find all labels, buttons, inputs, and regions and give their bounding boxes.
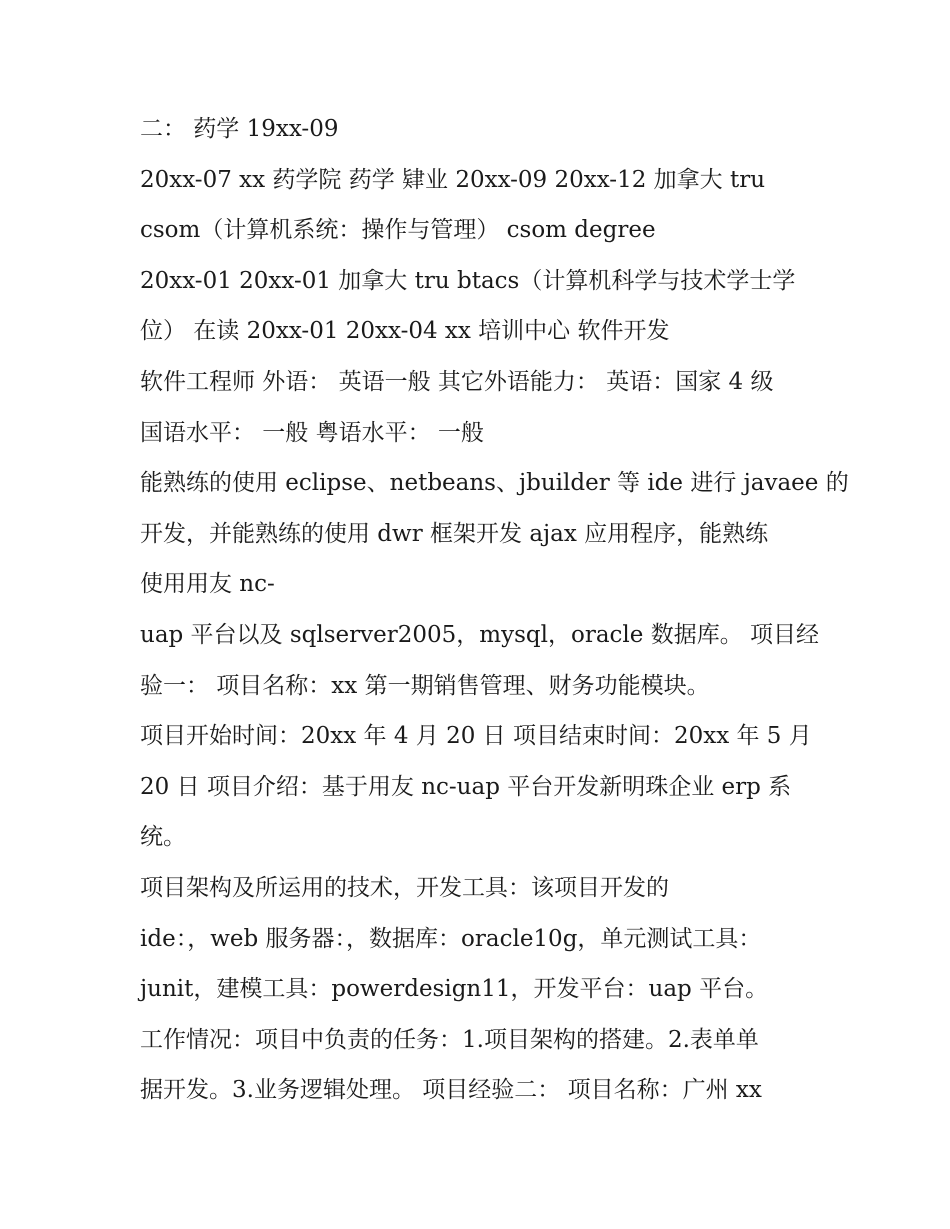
text-line-9: 开发，并能熟练的使用 dwr 框架开发 ajax 应用程序，能熟练 (140, 520, 769, 547)
text-line-4: 20xx-01 20xx-01 加拿大 tru btacs（计算机科学与技术学士学 (140, 267, 796, 294)
text-line-1: 二： 药学 19xx-09 (140, 116, 339, 142)
text-line-12: 验一： 项目名称：xx 第一期销售管理、财务功能模块。 (140, 672, 710, 699)
text-line-19: 工作情况：项目中负责的任务：1.项目架构的搭建。2.表单单 (140, 1026, 759, 1053)
text-line-8: 能熟练的使用 eclipse、netbeans、jbuilder 等 ide 进行 javaee 的 (140, 470, 849, 497)
text-line-20: 据开发。3.业务逻辑处理。 项目经验二： 项目名称：广州 xx (140, 1077, 762, 1104)
text-line-13: 项目开始时间：20xx 年 4 月 20 日 项目结束时间：20xx 年 5 月 (140, 723, 812, 750)
text-line-6: 软件工程师 外语： 英语一般 其它外语能力： 英语：国家 4 级 (140, 368, 774, 395)
text-line-7: 国语水平： 一般 粤语水平： 一般 (140, 419, 484, 446)
text-line-10: 使用用友 nc- (140, 571, 275, 598)
text-line-5: 位） 在读 20xx-01 20xx-04 xx 培训中心 软件开发 (140, 318, 670, 345)
text-line-16: 项目架构及所运用的技术，开发工具：该项目开发的 (140, 874, 669, 901)
text-line-3: csom（计算机系统：操作与管理） csom degree (140, 217, 656, 244)
text-line-15: 统。 (140, 824, 186, 851)
text-line-17: ide：，web 服务器：，数据库：oracle10g，单元测试工具： (140, 925, 762, 952)
document-body (140, 104, 849, 1116)
text-line-14: 20 日 项目介绍：基于用友 nc-uap 平台开发新明珠企业 erp 系 (140, 773, 792, 800)
text-line-11: uap 平台以及 sqlserver2005，mysql，oracle 数据库。 项目经 (140, 621, 820, 648)
text-line-18: junit，建模工具：powerdesign11，开发平台：uap 平台。 (140, 976, 769, 1003)
text-line-2: 20xx-07 xx 药学院 药学 肄业 20xx-09 20xx-12 加拿大 tru (140, 166, 766, 193)
